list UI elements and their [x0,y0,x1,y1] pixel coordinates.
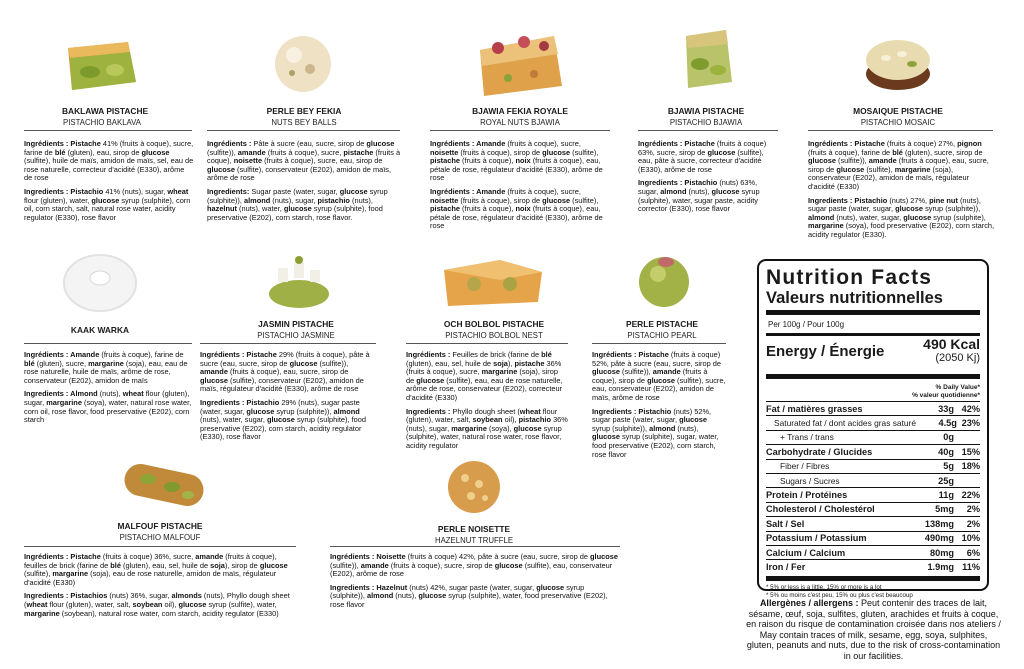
nutrient-row [766,415,980,429]
ingredients-en: Ingredients : Pistachio (nuts) 27%, pine nut (nuts), sugar paste (water, sugar, glucose syrup (sulphite)), almond (nuts), water, sugar, glucose syrup (sulphite), margarine (soya), food preservative (E202), corn starch, acidity regulator (E330). [808,195,995,239]
nutrient-name: Cholesterol / Cholestérol [766,504,875,515]
ingredients-fr: Ingrédients : Pistache (fruits à coque) 36%, sucre, amande (fruits à coque), feuilles de brick (farine de blé (gluten), eau, sel, huile de soja), sirop de glucose (sulfite), margarine (soja), eau de rose naturelle, amidon de maïs, régulateur d'acidité (E330) [24,552,288,587]
nutrient-amount: 5mg [935,504,954,515]
nutrient-row [766,502,980,516]
nutrient-row [766,430,980,444]
perle-noisette-image [445,458,503,516]
perle-pistache-image [636,252,692,310]
kaak-warka-image [60,248,140,314]
ingredients-fr: Ingrédients : Noisette (fruits à coque) 42%, pâte à sucre (eau, sucre, sirop de glucose (sulfite)), amande (fruits à coque), sucre, sirop de glucose (sulfite), eau, conservateur (E202), arôme de rose [330,552,618,579]
nutrient-percent: 23% [961,418,980,429]
daily-value-header [766,382,980,401]
nutrient-name: + Trans / trans [780,432,834,443]
product-name: BJAWIA PISTACHE [667,106,745,116]
nutrient-amount: 33g [938,403,954,414]
nutrient-amount: 25g [938,475,954,486]
nutrient-percent: 42% [961,403,980,414]
bjawia-fekia-royale-image [474,26,566,102]
ingredients-fr: Ingrédients : Amande (fruits à coque), farine de blé (gluten), sucre, margarine (soja), eau, eau de rose naturelle, huile de maïs, arôme de rose, conservateur (E202), amidon de maïs [24,350,188,385]
nutrient-name: Salt / Sel [766,518,805,529]
product-subtitle: PISTACHIO JASMINE [257,331,335,340]
nutrient-amount: 40g [938,446,954,457]
ingredients-en: Ingredients : Pistachio (nuts) 63%, sugar, almond (nuts), glucose syrup (sulphite), water, sugar paste, acidity corrector (E330), rose flavor [638,178,760,214]
energy-row [766,338,980,372]
nutrient-percent: 11% [962,561,980,572]
ingredients-en: Ingrédients : Amande (fruits à coque), sucre, noisette (fruits à coque), sirop de glucose (sulfite), pistache (fruits à coque), noix (fruits à coque), eau, pétale de rose, régulateur d'acidité (E330), arôme de rose [430,186,603,231]
ingredients-en: Ingredients: Sugar paste (water, sugar, glucose syrup (sulphite)), almond (nuts), sugar, pistachio (nuts), hazelnut (nuts), water, glucose syrup (sulphite), food preservative (E202), corn starch, rose flavor. [207,186,388,222]
ingredients-fr: Ingrédients : Pistache (fruits à coque) 63%, sucre, sirop de glucose (sulfite), eau, pâte à sucre, correcteur d'acidité (E330), arôme de rose [638,139,767,174]
nutrient-row [766,473,980,487]
product-subtitle: NUTS BEY BALLS [271,118,337,127]
nutrient-percent: 15% [961,446,980,457]
ingredients-fr: Ingrédients : Pistache (fruits à coque) 52%, pâte à sucre (eau, sucre, sirop de glucose (sulfite)), amande (fruits à coque), sirop de glucose (sulfite), sucre, eau, conservateur (E202), amidon de maïs, arôme de rose [592,350,726,402]
footnote-fr: * 5% ou moins c'est peu, 15% ou plus c'est beaucoup [766,591,913,599]
ingredients-fr: Ingrédients : Amande (fruits à coque), sucre, noisette (fruits à coque), sirop de glucose (sulfite), pistache (fruits à coque), noix (fruits à coque), eau, pétale de rose, régulateur d'acidité (E330), arôme de rose [430,139,603,183]
nutrient-amount: 138mg [924,518,954,529]
perle-bey-fekia-image [272,33,334,95]
product-subtitle: PISTACHIO MALFOUF [119,533,201,542]
nutrient-row [766,516,980,530]
nutrient-percent: 2% [966,518,980,529]
ingredients [24,140,194,227]
nutrient-row [766,545,980,559]
ingredients [430,140,610,236]
nutrient-percent: 6% [966,547,980,558]
ingredients-fr: Ingrédients : Pistache 29% (fruits à coque), pâte à sucre (eau, sucre, sirop de glucose (sulfite)), amande (fruits à coque), eau, sucre, sirop de glucose (sulfite), conservateur (E202), amidon de maïs, régulateur d'acidité (E330), arôme de rose [200,350,370,394]
nutrition-facts-panel [757,259,989,599]
product-name: BJAWIA FEKIA ROYALE [472,106,568,116]
product-name: PERLE PISTACHE [626,319,698,329]
nutrient-amount: 0g [943,432,954,443]
nutrient-rows [766,402,980,574]
footnote-en: * 5% or less is a little, 15% or more is a lot [766,583,882,591]
allergens-label: Allergènes / allergens : [759,598,859,608]
ingredients-en: Ingredients : Pistachio (nuts) 52%, sugar paste (water, sugar, glucose syrup (sulphite)), almond (nuts), glucose syrup (sulphite), sugar, water, food preservative (E202), corn starch, rose flavor [592,406,719,459]
product-subtitle: PISTACHIO PEARL [627,331,697,340]
nutrient-name: Sugars / Sucres [780,475,840,486]
product-name: KAAK WARKA [70,325,130,335]
ingredients [808,140,996,245]
ingredients [406,351,568,456]
ingredients-en: Ingredients : Pistachio 41% (nuts), sugar, wheat flour (gluten), water, glucose syrup (sulphite), corn oil, corn starch, salt, natural rose water, acidity regulator (E330), rose flavor [24,186,191,222]
product-name: MOSAIQUE PISTACHE [853,106,943,116]
ingredients-fr: Ingrédients : Feuilles de brick (farine de blé (gluten), eau, sel, huile de soja), pistache 36% (fruits à coque), sucre, margarine (soja), sirop de glucose (sulfite), eau, eau de rose naturelle, arôme de rose, conservateur (E202), correcteur d'acidité (E330) [406,350,563,402]
ingredients-fr: Ingrédients : Pâte à sucre (eau, sucre, sirop de glucose (sulfite)), amande (fruits à coque), sucre, pistache (fruits à coque), noisette (fruits à coque), sucre, eau, sirop de glucose (sulfite), conservateur (E202), amidon de maïs, arôme de rose [207,139,401,183]
dv-en: % Daily Value* [935,384,980,391]
ingredients [200,351,376,447]
ingredients [24,553,292,623]
ingredients [24,351,192,430]
nutrient-amount: 5g [943,461,954,472]
product-subtitle: ROYAL NUTS BJAWIA [480,118,560,127]
jasmin-pistache-image [264,246,334,312]
dv-fr: % valeur quotidienne* [912,391,980,399]
product-subtitle: PISTACHIO BAKLAVA [63,118,141,127]
nutrient-percent: 18% [961,461,980,472]
nutrient-name: Saturated fat / dont acides gras saturé [774,418,916,429]
nutrition-title-en: Nutrition Facts [766,266,933,289]
baklawa-image [60,28,140,98]
energy-kj: (2050 Kj) [935,352,980,364]
ingredients [207,140,403,227]
allergens-note [746,598,1001,662]
product-subtitle: PISTACHIO BJAWIA [669,118,743,127]
nutrient-row [766,459,980,473]
nutrient-name: Fat / matières grasses [766,403,863,414]
nutrient-amount: 80mg [929,547,954,558]
energy-kcal: 490 Kcal [923,336,980,352]
ingredients [638,140,778,219]
nutrient-percent: 22% [961,490,980,501]
ingredients-en: Ingredients : Pistachio 29% (nuts), sugar paste (water, sugar, glucose syrup (sulphite)), almond (nuts), water, sugar, glucose syrup (sulphite), food preservative (E202), corn starch, acidity regulator (E330), rose flavor [200,397,366,442]
nutrient-row [766,487,980,501]
nutrient-amount: 490mg [924,533,954,544]
nutrient-amount: 1.9mg [927,561,954,572]
och-bolbol-image [440,250,546,312]
ingredients-fr: Ingrédients : Pistache 41% (fruits à coque), sucre, farine de blé (gluten), eau, sirop de glucose (sulfite), huile de maïs, amidon de maïs, sel, eau de rose naturelle, correcteur d'acidité (E330), arôme de rose [24,139,194,183]
nutrient-name: Carbohydrate / Glucides [766,446,873,457]
nutrient-name: Calcium / Calcium [766,547,846,558]
product-subtitle: PISTACHIO BOLBOL NEST [445,331,543,340]
product-name: BAKLAWA PISTACHE [62,106,149,116]
ingredients [592,351,726,464]
product-name: PERLE NOISETTE [437,524,511,534]
ingredients [330,553,620,615]
mosaique-pistache-image [862,30,934,92]
nutrient-row [766,402,980,415]
energy-label: Energy / Énergie [766,343,885,360]
ingredients-en: Ingredients : Almond (nuts), wheat flour (gluten), sugar, margarine (soya), water, natural rose water, corn oil, rose flavor, food preservative (E202), corn starch [24,389,192,425]
malfouf-pistache-image [118,455,210,513]
nutrient-amount: 4.5g [938,418,957,429]
nutrient-name: Iron / Fer [766,561,806,572]
allergens-text: Peut contenir des traces de lait, sésame, œuf, soja, sulfites, gluten, arachides et fruits à coque, en raison du risque de contamination croisée dans nos ateliers / May contain traces of milk, sesame, egg, soya, sulphites, gluten, peanuts and nuts, due to the risk of cross-contamination in our facilities. [746,598,1001,661]
ingredients-fr: Ingrédients : Pistache (fruits à coque) 27%, pignon (fruits à coque), farine de blé (gluten), sucre, sirop de glucose (sulfite)), amande (fruits à coque), eau, sucre, sirop de glucose (sulfite), margarine (soja), conservateur (E202), amidon de maïs, régulateur d'acidité (E330) [808,139,989,191]
energy-value [923,338,980,364]
bjawia-pistache-image [678,26,736,92]
nutrient-percent: 2% [966,504,980,515]
product-name: OCH BOLBOL PISTACHE [443,319,545,329]
ingredients-en: Ingredients : Pistachios (nuts) 36%, sugar, almonds (nuts), Phyllo dough sheet (wheat flour (gluten), water, salt, soybean oil), glucose syrup (sulfite), water, margarine (soybean), natural rose water, corn starch, acidity regulator (E330) [24,591,290,618]
nutrient-percent: 10% [961,533,980,544]
serving-size: Per 100g / Pour 100g [768,320,845,329]
nutrient-row [766,531,980,545]
product-name: MALFOUF PISTACHE [117,521,203,531]
product-subtitle: HAZELNUT TRUFFLE [434,536,514,545]
nutrient-row [766,444,980,458]
nutrition-title-fr: Valeurs nutritionnelles [766,289,943,307]
nutrient-name: Potassium / Potassium [766,533,867,544]
nutrient-row [766,559,980,573]
nutrient-amount: 11g [938,490,954,501]
product-subtitle: PISTACHIO MOSAIC [860,118,936,127]
product-name: PERLE BEY FEKIA [266,106,342,116]
nutrient-name: Protein / Protéines [766,490,848,501]
nutrient-name: Fiber / Fibres [780,461,830,472]
ingredients-en: Ingredients : Hazelnut (nuts) 42%, sugar paste (water, sugar, glucose syrup (sulphite)), almond (nuts), glucose syrup (sulphite), water, food preservative (E202), rose flavor [330,582,608,609]
ingredients-en: Ingredients : Phyllo dough sheet (wheat flour (gluten), water, salt, soybean oil), pistachio 36% (nuts), sugar, margarine (soya), glucose syrup (sulphite), water, natural rose water, rose flavor, acidity regulator [406,406,568,450]
product-name: JASMIN PISTACHE [258,319,334,329]
